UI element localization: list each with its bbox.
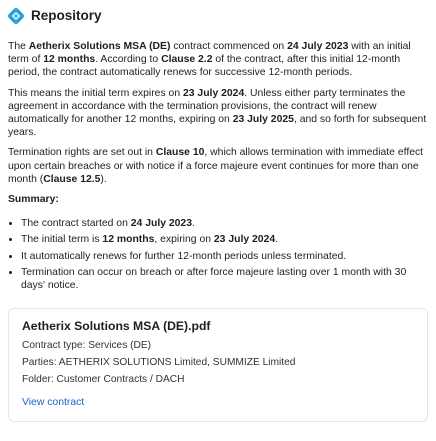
text-run: . xyxy=(192,218,195,230)
text-run: with an initial term of xyxy=(8,41,411,66)
document-title: Aetherix Solutions MSA (DE).pdf xyxy=(22,319,211,334)
bold-text: 24 July 2023 xyxy=(287,41,349,52)
answer-body xyxy=(8,40,428,292)
text-run: of the contract, after this initial 12-month period, the contract automatically renews for successive 12-month periods. xyxy=(8,54,401,79)
text-run: The initial term is xyxy=(21,234,103,246)
summary-item xyxy=(21,233,428,246)
answer-paragraph xyxy=(8,40,428,80)
panel-title: Repository xyxy=(31,8,102,24)
bold-text: 12 months xyxy=(43,54,96,66)
bold-text: Clause 10 xyxy=(155,147,205,159)
text-run: This means the initial term expires on xyxy=(8,87,183,99)
repository-cube-icon xyxy=(8,8,24,24)
text-run: ). xyxy=(100,173,107,185)
answer-paragraph xyxy=(8,87,428,140)
text-run: The xyxy=(8,41,29,52)
panel-header xyxy=(8,6,428,26)
bold-text: 24 July 2023 xyxy=(130,218,192,230)
summary-item xyxy=(21,266,428,292)
text-run: , which allows termination with immediate effect upon certain breaches or with notice if a force majeure event continues for more than one month ( xyxy=(8,147,424,185)
text-run: contract commenced on xyxy=(170,41,288,52)
text-run: Termination can occur on breach or after force majeure lasting over 1 month with 30 days' notice. xyxy=(21,266,407,292)
document-parties: Parties: AETHERIX SOLUTIONS Limited, SUMMIZE Limited xyxy=(22,357,296,369)
bold-text: 12 months xyxy=(102,234,155,246)
text-run: . xyxy=(275,234,279,246)
summary-item xyxy=(21,250,428,263)
document-contract-type: Contract type: Services (DE) xyxy=(22,340,152,352)
document-card xyxy=(8,308,428,422)
text-run: . Unless either party terminates the agreement in accordance with the termination provisions, the contract will renew automatically for another 12 months, expiring on xyxy=(8,87,406,126)
bold-text: Clause 12.5 xyxy=(43,173,101,185)
summary-list xyxy=(8,217,428,292)
text-run: Termination rights are set out in xyxy=(8,147,156,159)
summary-item xyxy=(21,217,428,230)
bold-text: 23 July 2024 xyxy=(182,87,245,99)
text-run: , expiring on xyxy=(154,234,214,246)
text-run: . According to xyxy=(95,54,162,66)
bold-text: 23 July 2024 xyxy=(213,234,276,246)
view-contract-link[interactable]: View contract xyxy=(22,397,85,409)
summary-heading: Summary: xyxy=(8,194,59,206)
bold-text: Clause 2.2 xyxy=(161,54,213,66)
text-run: , and so forth for subsequent years. xyxy=(8,114,427,139)
answer-paragraph xyxy=(8,146,428,186)
text-run: It automatically renews for further 12-month periods unless terminated. xyxy=(21,250,347,262)
bold-text: 23 July 2025 xyxy=(232,114,294,126)
text-run: The contract started on xyxy=(21,218,131,230)
document-folder: Folder: Customer Contracts / DACH xyxy=(22,373,185,385)
bold-text: Aetherix Solutions MSA (DE) xyxy=(28,41,171,52)
